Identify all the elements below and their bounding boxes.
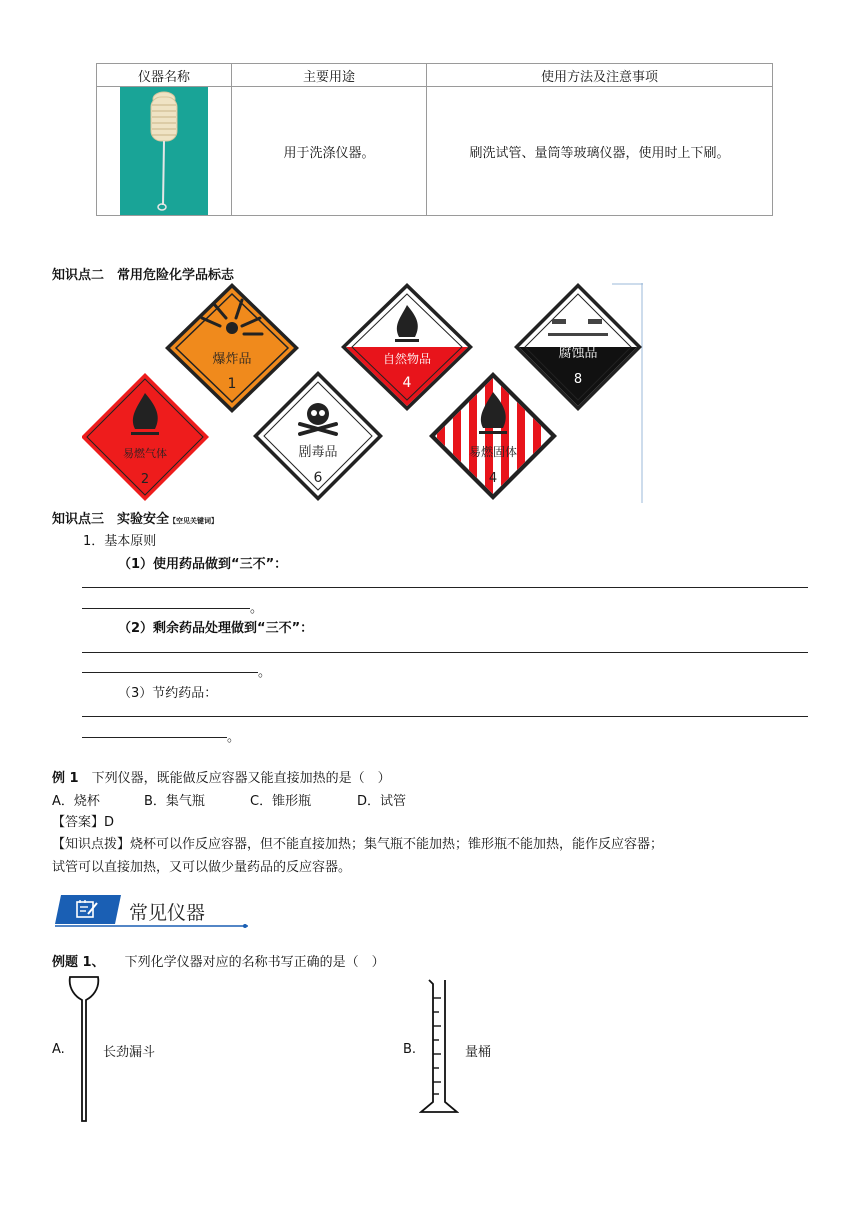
exercise-label: 例题 1、 [52,955,105,970]
explosive-label: 爆炸品 [212,352,252,367]
toxic-number: 6 [313,470,323,486]
explosive-number: 1 [227,376,237,392]
test-tube-brush-image [120,87,208,215]
col-header-use: 主要用途 [232,64,427,87]
note-cell: 刷洗试管、量筒等玻璃仪器，使用时上下刷。 [427,87,773,216]
blank-3-end: 。 [227,730,241,745]
example1-option-c: C．锥形瓶 [250,794,312,809]
blank-2-end: 。 [258,665,272,680]
example1-option-a: A．烧杯 [52,794,100,809]
spontaneous-label: 自然物品 [382,352,432,366]
corrosive-number: 8 [573,372,583,387]
item3-label: （3）节约药品： [118,686,218,701]
blank-line-2b[interactable] [82,672,258,673]
section2-title: 知识点二 常用危险化学品标志 [52,268,235,283]
explain-line-2: 试管可以直接加热，又可以做少量药品的反应容器。 [52,860,352,875]
flammable-solid-label: 易燃固体 [468,445,518,459]
example1-text: 下列仪器，既能做反应容器又能直接加热的是（ ） [78,771,391,786]
section3-title: 知识点三 实验安全 [52,512,170,527]
example1-label: 例 1 [52,771,79,786]
exercise-question [52,951,385,970]
basic-principle: 1．基本原则 [83,534,157,549]
long-neck-funnel-image [66,973,102,1125]
blank-1-end: 。 [250,601,264,616]
option-b-letter: B. [403,1042,417,1057]
col-header-name: 仪器名称 [97,64,232,87]
blank-line-3a[interactable] [82,716,808,717]
section-header-title: 常见仪器 [129,902,206,924]
explain-line-1: 烧杯可以作反应容器，但不能直接加热；集气瓶不能加热；锥形瓶不能加热，能作反应容器； [130,837,664,852]
notepad-icon [75,899,99,919]
brush-image-cell [97,87,232,216]
example1-answer: 【答案】D [52,815,115,830]
item1-label: （1）使用药品做到“三不”： [118,557,288,572]
col-header-note: 使用方法及注意事项 [427,64,773,87]
blank-line-3b[interactable] [82,737,227,738]
use-cell: 用于洗涤仪器。 [232,87,427,216]
flammable-gas-label: 易燃气体 [123,447,167,460]
corrosive-label: 腐蚀品 [558,346,598,361]
instrument-table [96,63,773,216]
explain-label: 【知识点拨】 [52,837,131,852]
graduated-cylinder-image [419,978,459,1116]
hazard-signs-image [82,283,643,503]
section3-heading [52,508,218,527]
example1-explain [52,833,663,852]
blank-line-2a[interactable] [82,652,808,653]
blank-line-1b[interactable] [82,608,250,609]
option-a-letter: A. [52,1042,65,1057]
example1-option-d: D．试管 [357,794,407,809]
toxic-label: 剧毒品 [298,445,338,460]
option-b-text: 量桶 [465,1045,492,1060]
flammable-solid-number: 4 [488,471,498,486]
item2-label: （2）剩余药品处理做到“三不”： [118,621,314,636]
section3-tag: 【空见关键词】 [169,517,219,525]
option-a-text: 长劲漏斗 [103,1045,156,1060]
section-header-banner [55,894,248,928]
spontaneous-number: 4 [402,375,412,391]
example1-question [52,767,391,786]
flammable-gas-number: 2 [140,472,150,487]
example1-option-b: B．集气瓶 [144,794,205,809]
exercise-text: 下列化学仪器对应的名称书写正确的是（ ） [124,955,385,970]
blank-line-1a[interactable] [82,587,808,588]
